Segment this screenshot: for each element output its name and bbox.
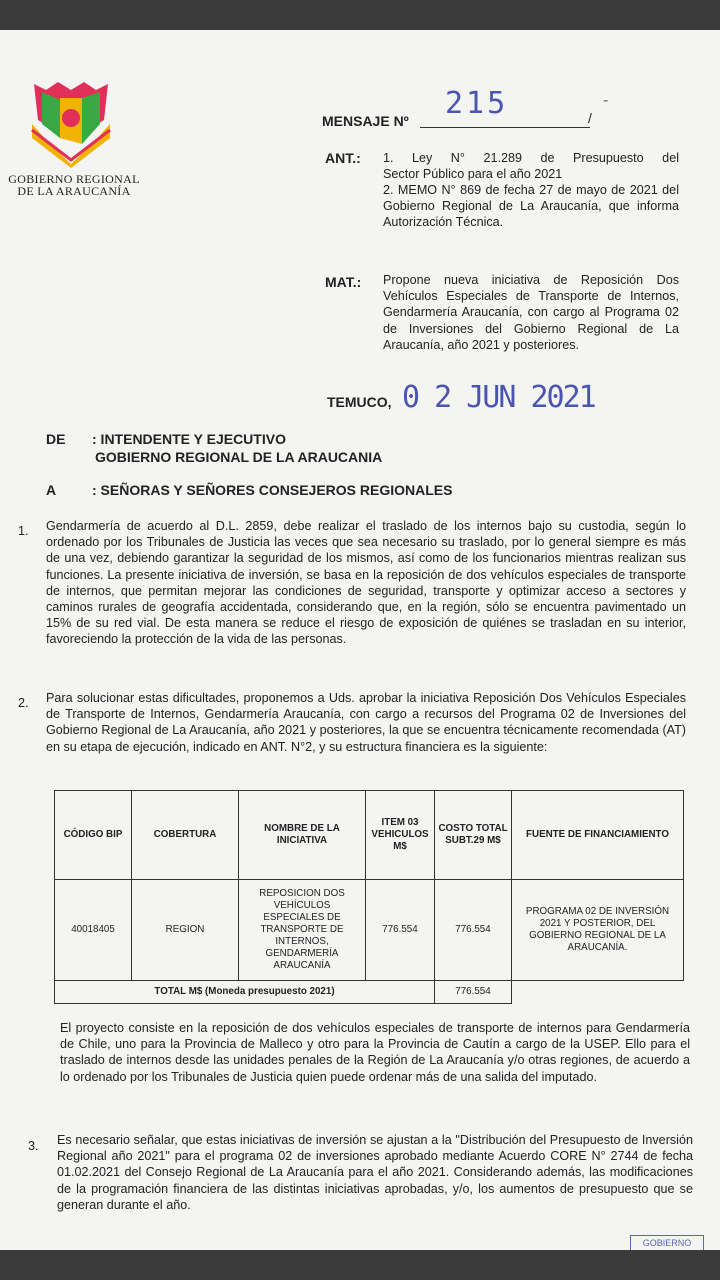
paragraph-1-number: 1.: [18, 524, 29, 538]
header-codigo-bip: CÓDIGO BIP: [55, 791, 132, 880]
header-item-03: ITEM 03 VEHICULOS M$: [366, 791, 435, 880]
financial-table: [54, 790, 684, 1004]
city-label: TEMUCO,: [327, 394, 392, 410]
project-description: El proyecto consiste en la reposición de dos vehículos especiales de transporte de internos para Gendarmería de Chile, uno para la Provincia de Malleco y otro para la Provincia de Cautín a cargo de la USEP. Ello para el traslado de internos desde las unidades penales de la Región de La Araucanía y/o otras regiones, de acuerdo a lo ordenado por los Tribunales de Justicia quien puede ordenar más de una salida del imputado.: [60, 1021, 690, 1084]
ant-label: ANT.:: [325, 150, 361, 166]
bottom-frame-bar: [0, 1250, 720, 1280]
mat-text: Propone nueva iniciativa de Reposición Dos Vehículos Especiales de Transporte de Internos, Gendarmería Araucanía, con cargo al Programa 02 de Inversiones del Gobierno Regional de La Araucanía, año 2021 y posteriores.: [383, 273, 679, 352]
cell-costo-total: 776.554: [435, 880, 512, 981]
cell-codigo-bip: 40018405: [55, 880, 132, 981]
mensaje-number: 215: [445, 86, 509, 121]
org-line-1: GOBIERNO REGIONAL: [8, 172, 140, 186]
de-line-2: GOBIERNO REGIONAL DE LA ARAUCANIA: [95, 449, 383, 465]
gobierno-stamp: GOBIERNO: [630, 1235, 704, 1250]
mensaje-label: MENSAJE Nº: [322, 113, 409, 129]
ant-item-2: 2. MEMO N° 869 de fecha 27 de mayo de 2021 del Gobierno Regional de La Araucanía, que informa Autorización Técnica.: [383, 183, 679, 230]
org-line-2: DE LA ARAUCANÍA: [17, 184, 131, 198]
ant-item-1: 1. Ley N° 21.289 de Presupuesto del: [383, 151, 679, 165]
table-total-row: [55, 981, 684, 1004]
a-value: : SEÑORAS Y SEÑORES CONSEJEROS REGIONALES: [92, 482, 453, 498]
a-label: A: [46, 482, 57, 498]
total-label: TOTAL M$ (Moneda presupuesto 2021): [55, 981, 435, 1004]
mat-label: MAT.:: [325, 274, 362, 290]
header-nombre-iniciativa: NOMBRE DE LA INICIATIVA: [239, 791, 366, 880]
mensaje-mark: -: [603, 92, 609, 109]
de-label: DE: [46, 431, 66, 447]
paragraph-1: Gendarmería de acuerdo al D.L. 2859, debe realizar el traslado de los internos bajo su custodia, según lo ordenado por los Tribunales de Justicia las veces que sea necesario su traslado, por lo general siempre es más de una vez, debiendo garantizar la seguridad de los mismos, así como de los funcionarios mientras realizan sus funciones. La presente iniciativa de inversión, se basa en la reposición de dos vehículos especiales de transporte de internos, que permitan mejorar las condiciones de seguridad, transporte y optimizar acceso a sectores y caminos rurales de geografía accidentada, considerando que, en la región, sólo se encuentra pavimentado un 15% de su red vial. De esta manera se reduce el riesgo de exposición de quiénes se trasladan en su interior, favoreciendo la protección de la vida de las personas.: [46, 519, 686, 647]
cell-cobertura: REGION: [132, 880, 239, 981]
cell-fuente: PROGRAMA 02 DE INVERSIÓN 2021 Y POSTERIOR, DEL GOBIERNO REGIONAL DE LA ARAUCANÍA.: [512, 880, 684, 981]
paragraph-2: Para solucionar estas dificultades, proponemos a Uds. aprobar la iniciativa Reposición Dos Vehículos Especiales de Transporte de Internos, Gendarmería Araucanía, con cargo a recursos del Programa 02 de Inversiones del Gobierno Regional de La Araucanía, año 2021 y posteriores, la que se encuentra técnicamente recomendada (AT) en su etapa de ejecución, indicado en ANT. N°2, y su estructura financiera es la siguiente:: [46, 691, 686, 754]
top-frame-bar: [0, 0, 720, 30]
paragraph-2-number: 2.: [18, 696, 29, 710]
table-row: [55, 880, 684, 981]
total-blank-cell: [512, 981, 684, 1004]
gobierno-regional-logo: [30, 80, 112, 168]
table-header-row: [55, 791, 684, 880]
ant-item-1-cont: Sector Público para el año 2021: [383, 167, 563, 181]
header-cobertura: COBERTURA: [132, 791, 239, 880]
paragraph-3-number: 3.: [28, 1139, 39, 1153]
cell-nombre-iniciativa: REPOSICION DOS VEHÍCULOS ESPECIALES DE TRANSPORTE DE INTERNOS, GENDARMERÍA ARAUCANÍA: [239, 880, 366, 981]
header-costo-total: COSTO TOTAL SUBT.29 M$: [435, 791, 512, 880]
organization-name: [4, 173, 144, 197]
total-value: 776.554: [435, 981, 512, 1004]
mensaje-underline: [420, 127, 590, 128]
mensaje-slash: /: [588, 110, 592, 126]
header-fuente: FUENTE DE FINANCIAMIENTO: [512, 791, 684, 880]
de-line-1: : INTENDENTE Y EJECUTIVO: [92, 431, 286, 447]
paragraph-3: Es necesario señalar, que estas iniciativas de inversión se ajustan a la "Distribución del Presupuesto de Inversión Regional año 2021" para el programa 02 de inversiones aprobado mediante Acuerdo CORE N° 2744 de fecha 01.02.2021 del Consejo Regional de La Araucanía para el año 2021. Considerando además, las modificaciones de la programación financiera de las distintas iniciativas aprobadas, y/o, los aumentos de presupuesto que se generan durante el año.: [57, 1133, 693, 1212]
cell-item-03: 776.554: [366, 880, 435, 981]
date-stamp: 0 2 JUN 2021: [402, 380, 595, 415]
document-page: [0, 30, 720, 1250]
